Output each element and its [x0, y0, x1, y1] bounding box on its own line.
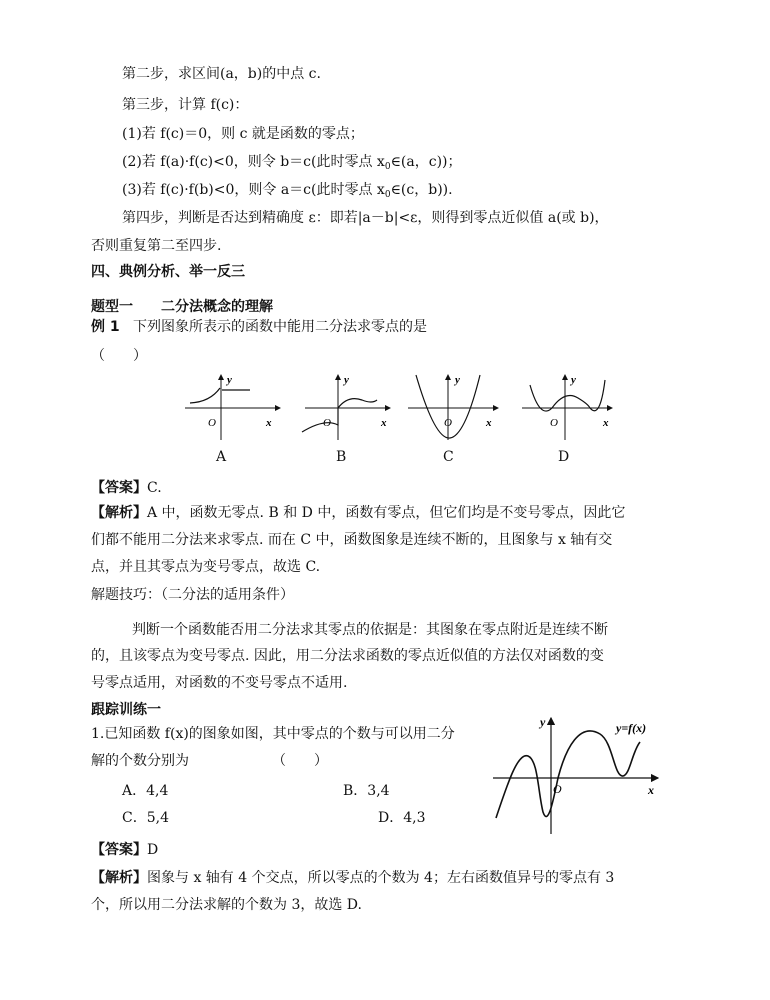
step-2: 第二步，求区间(a，b)的中点 c. — [122, 66, 321, 82]
graph-c-x-label: x — [486, 417, 492, 429]
case-3: (3)若 f(c)·f(b)<0，则令 a＝c(此时零点 $x_0\in(c$，b)). — [122, 182, 453, 200]
example-1: 例 1 下列图象所表示的函数中能用二分法求零点的是 — [91, 319, 427, 335]
fig-origin: O — [553, 782, 562, 796]
tip-line3: 号零点适用，对函数的不变号零点不适用. — [91, 675, 348, 691]
graph-c-origin: O — [444, 417, 452, 429]
fig-y-label: y — [540, 715, 546, 729]
case-2: (2)若 f(a)·f(c)<0，则令 b＝c(此时零点 $x_0\in(a$，c))； — [122, 154, 462, 172]
graph-b — [302, 374, 390, 440]
function-graph — [488, 712, 668, 837]
example-1-paren: （ ） — [91, 348, 147, 364]
graph-a-label: A — [216, 449, 227, 465]
graph-d — [522, 374, 612, 440]
tip-title: 解题技巧：（二分法的适用条件） — [91, 587, 294, 603]
step-4-line1: 第四步，判断是否达到精确度 ε：即若|a－b|<ε，则得到零点近似值 a(或 b)， — [122, 210, 609, 226]
answer-2: 【答案】D — [91, 842, 159, 858]
graph-d-origin: O — [550, 417, 558, 429]
analysis-2-line2: 个，所以用二分法求解的个数为 3，故选 D. — [91, 897, 362, 913]
track-heading: 跟踪训练一 — [91, 702, 161, 718]
graph-b-y-label: y — [344, 374, 349, 386]
fig-x-label: x — [648, 783, 654, 797]
step-3: 第三步，计算 f(c)： — [122, 97, 249, 113]
question-1-line1: 1.已知函数 f(x)的图象如图，其中零点的个数与可以用二分 — [91, 726, 455, 742]
graph-c-label: C — [443, 449, 454, 465]
graph-c — [408, 374, 498, 440]
graph-d-x-label: x — [603, 417, 609, 429]
analysis-1-line3: 点，并且其零点为变号零点，故选 C. — [91, 559, 321, 575]
graph-a — [185, 374, 280, 440]
case-1: (1)若 f(c)＝0，则 c 就是函数的零点； — [122, 126, 364, 142]
section-heading: 四、典例分析、举一反三 — [91, 264, 245, 280]
graph-a-y-label: y — [227, 374, 232, 386]
analysis-2-line1: 【解析】图象与 x 轴有 4 个交点，所以零点的个数为 4；左右函数值异号的零点有 3 — [91, 870, 615, 886]
fig-function-label: y=f(x) — [616, 721, 647, 735]
choice-b: B．3,4 — [343, 783, 390, 799]
graph-a-origin: O — [208, 417, 216, 429]
tip-line1: 判断一个函数能否用二分法求其零点的依据是：其图象在零点附近是连续不断 — [132, 622, 608, 638]
question-1-line2: 解的个数分别为 — [91, 753, 189, 769]
question-1-paren: （ ） — [272, 753, 328, 769]
graph-d-label: D — [558, 449, 570, 465]
analysis-1-line2: 们都不能用二分法来求零点. 而在 C 中，函数图象是连续不断的，且图象与 x 轴有交 — [91, 532, 613, 548]
choice-d: D．4,3 — [378, 810, 426, 826]
graph-d-y-label: y — [571, 374, 576, 386]
option-graphs — [180, 370, 620, 442]
graph-b-origin: O — [323, 417, 331, 429]
step-4-line2: 否则重复第二至四步. — [91, 238, 222, 254]
graph-c-y-label: y — [455, 374, 460, 386]
tip-line2: 的，且该零点为变号零点. 因此，用二分法求函数的零点近似值的方法仅对函数的变 — [91, 648, 604, 664]
choice-a: A．4,4 — [122, 783, 169, 799]
graph-b-x-label: x — [381, 417, 387, 429]
answer-1: 【答案】C. — [91, 480, 162, 496]
graph-b-label: B — [336, 449, 347, 465]
type-heading: 题型一 二分法概念的理解 — [91, 299, 273, 315]
choice-c: C．5,4 — [122, 810, 169, 826]
analysis-1-line1: 【解析】A 中，函数无零点. B 和 D 中，函数有零点，但它们均是不变号零点，因此它 — [91, 505, 626, 521]
graph-a-x-label: x — [266, 417, 272, 429]
